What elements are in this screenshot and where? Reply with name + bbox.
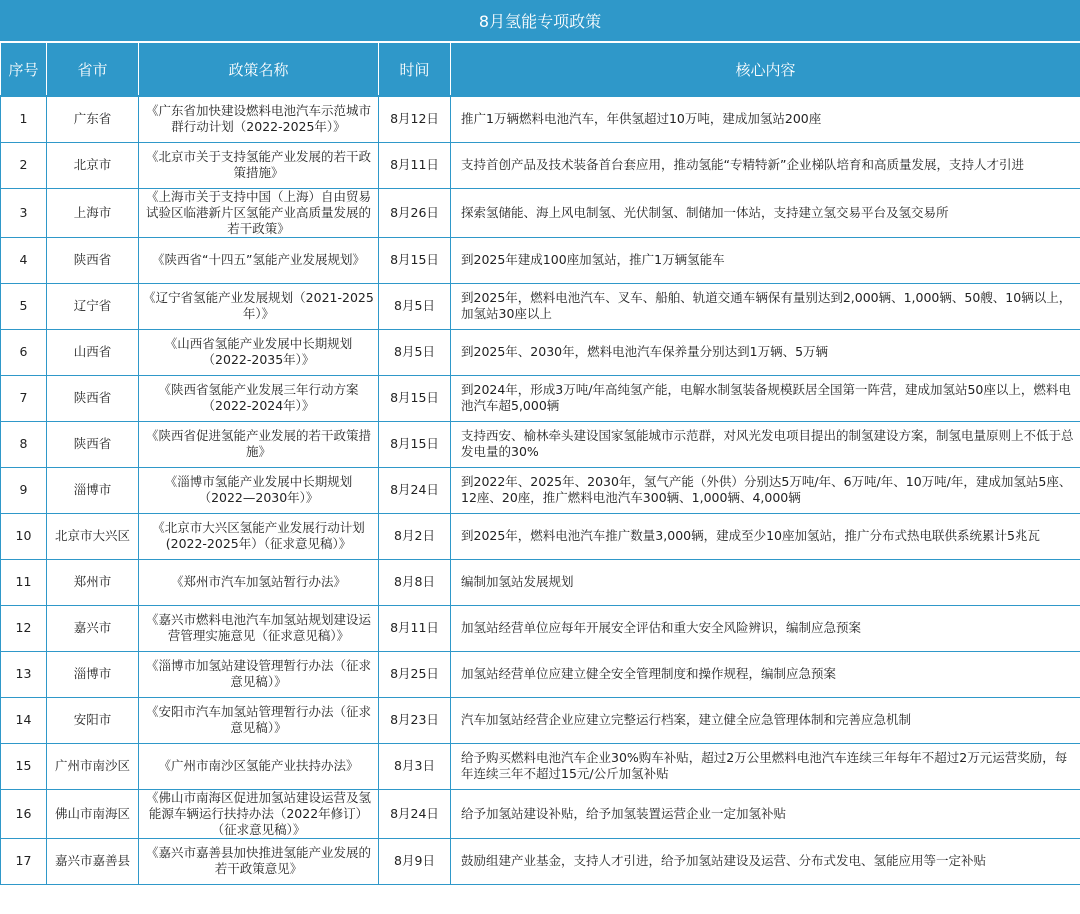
table-row	[1, 283, 1080, 329]
cell-province: 广东省	[47, 96, 139, 142]
cell-province: 陕西省	[47, 237, 139, 283]
cell-core-content: 到2025年建成100座加氢站，推广1万辆氢能车	[451, 237, 1080, 283]
cell-no: 8	[1, 421, 47, 467]
cell-no: 10	[1, 513, 47, 559]
policy-table	[0, 42, 1080, 885]
cell-no: 5	[1, 283, 47, 329]
cell-date: 8月2日	[379, 513, 451, 559]
cell-province: 陕西省	[47, 375, 139, 421]
table-title: 8月氢能专项政策	[0, 0, 1080, 42]
cell-no: 3	[1, 188, 47, 237]
cell-province: 嘉兴市	[47, 605, 139, 651]
cell-date: 8月11日	[379, 142, 451, 188]
table-row	[1, 375, 1080, 421]
cell-province: 淄博市	[47, 467, 139, 513]
table-row	[1, 188, 1080, 237]
header-date: 时间	[379, 43, 451, 97]
cell-province: 上海市	[47, 188, 139, 237]
cell-no: 17	[1, 838, 47, 884]
cell-core-content: 支持首创产品及技术装备首台套应用，推动氢能“专精特新”企业梯队培育和高质量发展，支持人才引进	[451, 142, 1080, 188]
cell-no: 9	[1, 467, 47, 513]
cell-policy-name: 《淄博市加氢站建设管理暂行办法（征求意见稿）》	[139, 651, 379, 697]
table-row	[1, 651, 1080, 697]
cell-province: 佛山市南海区	[47, 789, 139, 838]
cell-no: 13	[1, 651, 47, 697]
header-province: 省市	[47, 43, 139, 97]
cell-core-content: 到2022年、2025年、2030年，氢气产能（外供）分别达5万吨/年、6万吨/年、10万吨/年，建成加氢站5座、12座、20座，推广燃料电池汽车300辆、1,000辆、4,000辆	[451, 467, 1080, 513]
cell-date: 8月8日	[379, 559, 451, 605]
cell-date: 8月15日	[379, 237, 451, 283]
table-row	[1, 789, 1080, 838]
cell-core-content: 加氢站经营单位应建立健全安全管理制度和操作规程，编制应急预案	[451, 651, 1080, 697]
header-core: 核心内容	[451, 43, 1080, 97]
cell-core-content: 到2024年，形成3万吨/年高纯氢产能，电解水制氢装备规模跃居全国第一阵营，建成加氢站50座以上，燃料电池汽车超5,000辆	[451, 375, 1080, 421]
header-no: 序号	[1, 43, 47, 97]
cell-province: 山西省	[47, 329, 139, 375]
cell-date: 8月5日	[379, 283, 451, 329]
header-policy: 政策名称	[139, 43, 379, 97]
cell-no: 2	[1, 142, 47, 188]
cell-core-content: 推广1万辆燃料电池汽车，年供氢超过10万吨，建成加氢站200座	[451, 96, 1080, 142]
table-row	[1, 697, 1080, 743]
cell-core-content: 支持西安、榆林牵头建设国家氢能城市示范群，对风光发电项目提出的制氢建设方案，制氢电量原则上不低于总发电量的30%	[451, 421, 1080, 467]
cell-date: 8月3日	[379, 743, 451, 789]
cell-date: 8月25日	[379, 651, 451, 697]
cell-policy-name: 《嘉兴市燃料电池汽车加氢站规划建设运营管理实施意见（征求意见稿）》	[139, 605, 379, 651]
cell-core-content: 编制加氢站发展规划	[451, 559, 1080, 605]
table-row	[1, 743, 1080, 789]
cell-policy-name: 《郑州市汽车加氢站暂行办法》	[139, 559, 379, 605]
cell-no: 15	[1, 743, 47, 789]
cell-policy-name: 《淄博市氢能产业发展中长期规划（2022—2030年）》	[139, 467, 379, 513]
cell-date: 8月23日	[379, 697, 451, 743]
cell-no: 4	[1, 237, 47, 283]
cell-core-content: 到2025年，燃料电池汽车推广数量3,000辆，建成至少10座加氢站，推广分布式热电联供系统累计5兆瓦	[451, 513, 1080, 559]
cell-no: 12	[1, 605, 47, 651]
cell-core-content: 探索氢储能、海上风电制氢、光伏制氢、制储加一体站，支持建立氢交易平台及氢交易所	[451, 188, 1080, 237]
table-row	[1, 237, 1080, 283]
cell-policy-name: 《安阳市汽车加氢站管理暂行办法（征求意见稿）》	[139, 697, 379, 743]
cell-province: 陕西省	[47, 421, 139, 467]
cell-date: 8月5日	[379, 329, 451, 375]
cell-policy-name: 《佛山市南海区促进加氢站建设运营及氢能源车辆运行扶持办法（2022年修订）（征求意见稿）》	[139, 789, 379, 838]
cell-no: 16	[1, 789, 47, 838]
cell-province: 淄博市	[47, 651, 139, 697]
cell-core-content: 汽车加氢站经营企业应建立完整运行档案，建立健全应急管理体制和完善应急机制	[451, 697, 1080, 743]
cell-date: 8月11日	[379, 605, 451, 651]
cell-no: 6	[1, 329, 47, 375]
table-row	[1, 838, 1080, 884]
table-row	[1, 605, 1080, 651]
cell-province: 北京市	[47, 142, 139, 188]
cell-date: 8月15日	[379, 421, 451, 467]
cell-policy-name: 《山西省氢能产业发展中长期规划（2022-2035年）》	[139, 329, 379, 375]
cell-policy-name: 《北京市大兴区氢能产业发展行动计划(2022-2025年）（征求意见稿）》	[139, 513, 379, 559]
cell-date: 8月12日	[379, 96, 451, 142]
cell-core-content: 到2025年，燃料电池汽车、叉车、船舶、轨道交通车辆保有量别达到2,000辆、1,000辆、50艘、10辆以上，加氢站30座以上	[451, 283, 1080, 329]
cell-policy-name: 《广州市南沙区氢能产业扶持办法》	[139, 743, 379, 789]
cell-no: 7	[1, 375, 47, 421]
cell-core-content: 到2025年、2030年，燃料电池汽车保养量分别达到1万辆、5万辆	[451, 329, 1080, 375]
cell-no: 14	[1, 697, 47, 743]
cell-core-content: 鼓励组建产业基金，支持人才引进，给予加氢站建设及运营、分布式发电、氢能应用等一定补贴	[451, 838, 1080, 884]
cell-policy-name: 《陕西省“十四五”氢能产业发展规划》	[139, 237, 379, 283]
cell-province: 安阳市	[47, 697, 139, 743]
cell-province: 广州市南沙区	[47, 743, 139, 789]
cell-policy-name: 《陕西省促进氢能产业发展的若干政策措施》	[139, 421, 379, 467]
cell-province: 郑州市	[47, 559, 139, 605]
table-row	[1, 421, 1080, 467]
cell-policy-name: 《嘉兴市嘉善县加快推进氢能产业发展的若干政策意见》	[139, 838, 379, 884]
cell-no: 11	[1, 559, 47, 605]
cell-date: 8月9日	[379, 838, 451, 884]
cell-policy-name: 《广东省加快建设燃料电池汽车示范城市群行动计划（2022-2025年）》	[139, 96, 379, 142]
cell-core-content: 给予加氢站建设补贴，给予加氢装置运营企业一定加氢补贴	[451, 789, 1080, 838]
table-row	[1, 513, 1080, 559]
table-row	[1, 329, 1080, 375]
table-row	[1, 467, 1080, 513]
cell-policy-name: 《北京市关于支持氢能产业发展的若干政策措施》	[139, 142, 379, 188]
cell-policy-name: 《辽宁省氢能产业发展规划（2021-2025年）》	[139, 283, 379, 329]
cell-province: 北京市大兴区	[47, 513, 139, 559]
table-row	[1, 142, 1080, 188]
cell-province: 嘉兴市嘉善县	[47, 838, 139, 884]
cell-date: 8月24日	[379, 789, 451, 838]
cell-date: 8月15日	[379, 375, 451, 421]
cell-no: 1	[1, 96, 47, 142]
cell-policy-name: 《陕西省氢能产业发展三年行动方案（2022-2024年）》	[139, 375, 379, 421]
cell-core-content: 给予购买燃料电池汽车企业30%购车补贴，超过2万公里燃料电池汽车连续三年每年不超过2万元运营奖励，每年连续三年不超过15元/公斤加氢补贴	[451, 743, 1080, 789]
cell-date: 8月24日	[379, 467, 451, 513]
table-header-row	[1, 43, 1080, 97]
cell-policy-name: 《上海市关于支持中国（上海）自由贸易试验区临港新片区氢能产业高质量发展的若干政策》	[139, 188, 379, 237]
cell-province: 辽宁省	[47, 283, 139, 329]
table-row	[1, 96, 1080, 142]
table-row	[1, 559, 1080, 605]
cell-core-content: 加氢站经营单位应每年开展安全评估和重大安全风险辨识，编制应急预案	[451, 605, 1080, 651]
cell-date: 8月26日	[379, 188, 451, 237]
